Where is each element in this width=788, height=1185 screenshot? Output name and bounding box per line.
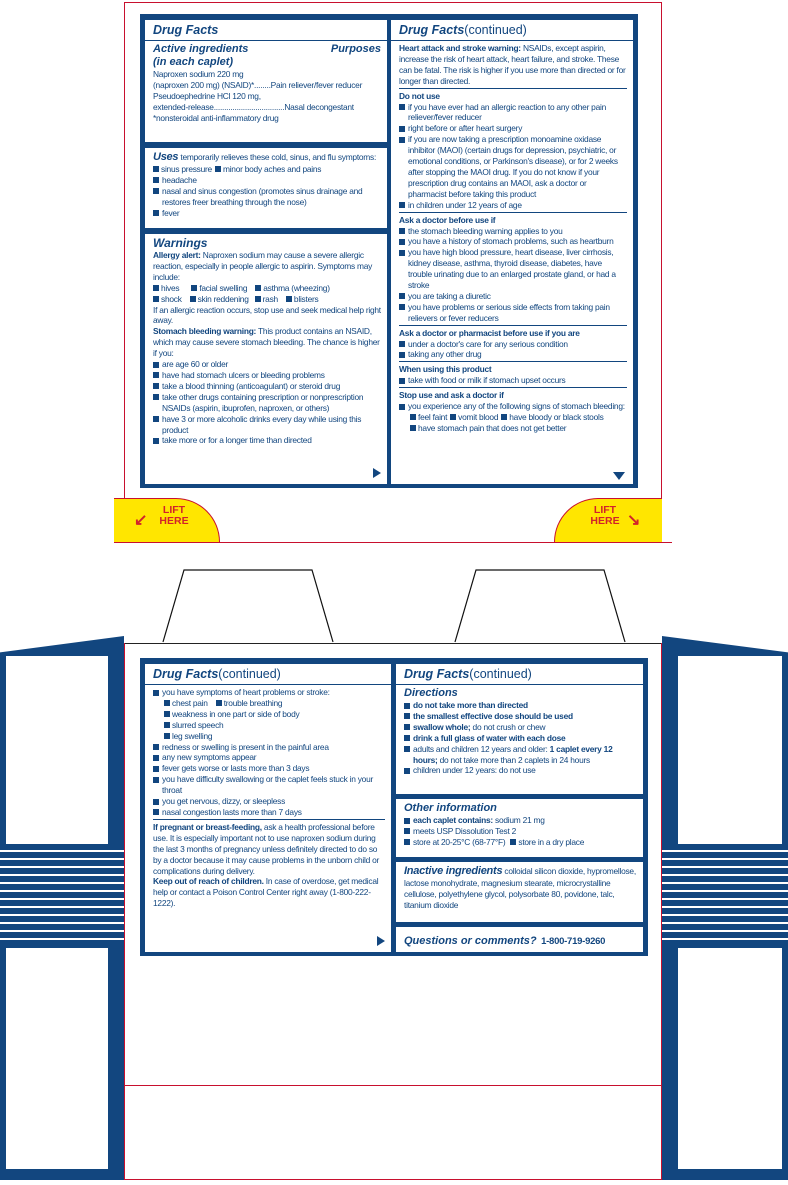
stop-use-item: you get nervous, dizzy, or sleepless bbox=[153, 796, 385, 807]
arrow-down-left-icon: ↙ bbox=[134, 512, 148, 529]
ask-doctor-item: the stomach bleeding warning applies to you bbox=[399, 226, 627, 237]
stop-use-heading: Stop use and ask a doctor if bbox=[399, 390, 504, 401]
other-information-heading: Other information bbox=[404, 802, 497, 814]
ask-doctor-item: you have problems or serious side effects from taking pain relievers or fever reducers bbox=[399, 302, 627, 324]
heart-symptom-row: weakness in one part or side of body bbox=[153, 709, 385, 720]
when-using-heading: When using this product bbox=[399, 364, 492, 375]
bottom-edge-line bbox=[124, 1179, 662, 1180]
ask-doctor-item: you have high blood pressure, heart disease, liver cirrhosis, kidney disease, asthma, thyroid disease, diabetes, have trouble urinating due to an enlarged prostate gland, or had a stroke bbox=[399, 247, 627, 291]
stomach-bleeding-text: This product contains an NSAID, which may cause severe stomach bleeding. The chance is higher if you: bbox=[153, 326, 380, 359]
right-flap-stripe-band bbox=[662, 844, 788, 948]
bleeding-risk-item: take more or for a longer time than directed bbox=[153, 435, 381, 446]
questions-label: Questions or comments? bbox=[404, 935, 537, 947]
lift-label-left: LIFT HERE bbox=[159, 504, 189, 527]
uses-heading: Uses bbox=[153, 151, 179, 163]
stop-use-item: any new symptoms appear bbox=[153, 752, 385, 763]
ask-doctor-heading: Ask a doctor before use if bbox=[399, 214, 496, 225]
bleeding-risk-item: are age 60 or older bbox=[153, 359, 381, 370]
inactive-ingredients-text: colloidal silicon dioxide, hypromellose, lactose monohydrate, magnesium stearate, microcrystalline cellulose, polyethylene glycol, polysorbate 80, povidone, talc, titanium dioxide bbox=[404, 866, 636, 910]
pregnancy-label: If pregnant or breast-feeding, bbox=[153, 821, 262, 832]
allergy-alert-text: Naproxen sodium may cause a severe allergic reaction, especially in people allergic to aspirin. Symptoms may include: bbox=[153, 250, 373, 282]
bleeding-risk-item: take a blood thinning (anticoagulant) or steroid drug bbox=[153, 381, 381, 392]
do-not-use-item: in children under 12 years of age bbox=[399, 200, 627, 211]
stomach-bleeding-label: Stomach bleeding warning: bbox=[153, 326, 257, 337]
nsaid-footnote: *nonsteroidal anti-inflammatory drug bbox=[153, 112, 279, 123]
when-using-item: take with food or milk if stomach upset occurs bbox=[399, 375, 627, 386]
arrow-down-right-icon: ↘ bbox=[627, 512, 641, 529]
drug-facts-continued-title: Drug Facts(continued) bbox=[153, 667, 281, 681]
inactive-ingredients-box bbox=[396, 862, 643, 922]
drug-facts-continued-title: Drug Facts(continued) bbox=[404, 667, 532, 681]
drug-facts-continued-title: Drug Facts(continued) bbox=[399, 23, 527, 37]
directions-item: the smallest effective dose should be used bbox=[404, 711, 637, 722]
ask-pharmacist-item: taking any other drug bbox=[399, 349, 627, 360]
ingredient-2-line-a: Pseudoephedrine HCl 120 mg, bbox=[153, 90, 261, 101]
ingredient-1-line-a: Naproxen sodium 220 mg bbox=[153, 69, 244, 79]
bottom-fold-line bbox=[124, 1085, 662, 1086]
stop-use-item: redness or swelling is present in the painful area bbox=[153, 742, 385, 753]
do-not-use-heading: Do not use bbox=[399, 90, 440, 101]
directions-item: children under 12 years: do not use bbox=[404, 765, 637, 776]
ask-doctor-item: you have a history of stomach problems, such as heartburn bbox=[399, 236, 627, 247]
active-ingredients-heading: Active ingredients bbox=[153, 43, 249, 55]
ask-pharmacist-item: under a doctor's care for any serious condition bbox=[399, 339, 627, 350]
keep-out-text: In case of overdose, get medical help or contact a Poison Control Center right away (1-800-222-1222). bbox=[153, 876, 379, 909]
other-info-item: store at 20-25°C (68-77°F) store in a dry place bbox=[404, 837, 637, 848]
stop-use-signs-row-2: have stomach pain that does not get better bbox=[399, 423, 627, 434]
top-right-fold-line bbox=[661, 2, 662, 542]
bleeding-risk-item: take other drugs containing prescription or nonprescription NSAIDs (aspirin, ibuprofen, naproxen, or others) bbox=[153, 392, 381, 414]
heart-symptom-row: leg swelling bbox=[153, 731, 385, 742]
heart-symptom-row: chest pain trouble breathing bbox=[153, 698, 385, 709]
bottom-panel-top-line bbox=[124, 643, 662, 644]
ask-pharmacist-heading: Ask a doctor or pharmacist before use if you are bbox=[399, 327, 580, 338]
lift-here-tab-left[interactable] bbox=[114, 498, 220, 542]
allergy-after-text: If an allergic reaction occurs, stop use and seek medical help right away. bbox=[153, 304, 381, 326]
bottom-right-fold-line bbox=[661, 643, 662, 1180]
symptom-row-2: shock skin reddening rash blisters bbox=[153, 294, 381, 305]
heart-attack-label: Heart attack and stroke warning: bbox=[399, 43, 521, 53]
ingredient-2-line-b: extended-release .................................. Nasal decongestant bbox=[153, 101, 354, 112]
other-information-box bbox=[396, 799, 643, 857]
heart-symptom-row: slurred speech bbox=[153, 720, 385, 731]
pregnancy-text: ask a health professional before use. It is especially important not to use naproxen sodium during the last 3 months of pregnancy unless definitely directed to do so by a doctor because it may cause problems in the unborn child or complications during delivery. bbox=[153, 821, 380, 876]
keep-out-label: Keep out of reach of children. bbox=[153, 876, 264, 887]
uses-text: temporarily relieves these cold, sinus, and flu symptoms: bbox=[180, 152, 377, 162]
drug-facts-title: Drug Facts bbox=[153, 23, 219, 37]
questions-phone[interactable]: 1-800-719-9260 bbox=[541, 936, 606, 947]
continue-arrow-icon bbox=[373, 468, 381, 478]
stop-use-item: fever gets worse or lasts more than 3 days bbox=[153, 763, 385, 774]
warnings-continued-box bbox=[391, 20, 633, 484]
dust-flap-outlines bbox=[0, 560, 788, 650]
left-side-flap bbox=[0, 636, 124, 1180]
top-edge-line bbox=[124, 2, 662, 3]
continue-down-arrow-icon bbox=[613, 472, 625, 480]
continue-arrow-icon bbox=[377, 936, 385, 946]
ingredient-1-line-b: (naproxen 200 mg) (NSAID)* ........ Pain reliever/fever reducer bbox=[153, 79, 363, 90]
directions-item: do not take more than directed bbox=[404, 700, 637, 711]
lift-here-tab-right[interactable] bbox=[554, 498, 662, 542]
bleeding-risk-item: have 3 or more alcoholic drinks every day while using this product bbox=[153, 414, 381, 436]
ask-doctor-item: you are taking a diuretic bbox=[399, 291, 627, 302]
symptom-row-1: hives facial swelling asthma (wheezing) bbox=[153, 283, 381, 294]
active-ingredients-box bbox=[145, 20, 387, 142]
directions-box bbox=[396, 664, 643, 794]
other-info-item: each caplet contains: sodium 21 mg bbox=[404, 815, 637, 826]
uses-item: fever bbox=[153, 208, 381, 219]
stop-use-continued-box bbox=[145, 664, 391, 952]
uses-row-1: sinus pressure minor body aches and pains bbox=[153, 164, 381, 175]
questions-box bbox=[396, 927, 643, 952]
uses-item: headache bbox=[153, 175, 381, 186]
bottom-left-fold-line bbox=[124, 643, 125, 1180]
uses-box bbox=[145, 148, 387, 228]
directions-heading: Directions bbox=[404, 687, 458, 699]
stop-use-item: you have symptoms of heart problems or stroke: bbox=[153, 687, 385, 698]
active-ingredients-sub: (in each caplet) bbox=[153, 56, 234, 68]
allergy-alert-label: Allergy alert: bbox=[153, 250, 201, 260]
heart-attack-text: NSAIDs, except aspirin, increase the risk of heart attack, heart failure, and stroke. These can be fatal. The risk is higher if you use more than directed or for longer than directed. bbox=[399, 43, 626, 86]
directions-item: drink a full glass of water with each dose bbox=[404, 733, 637, 744]
lift-label-right: LIFT HERE bbox=[590, 504, 620, 527]
purposes-heading: Purposes bbox=[330, 43, 381, 55]
bleeding-risk-item: have had stomach ulcers or bleeding problems bbox=[153, 370, 381, 381]
stop-use-item: you experience any of the following signs of stomach bleeding: bbox=[399, 401, 627, 412]
inactive-ingredients-heading: Inactive ingredients bbox=[404, 865, 503, 877]
other-info-item: meets USP Dissolution Test 2 bbox=[404, 826, 637, 837]
top-bottom-fold-line bbox=[114, 542, 672, 543]
do-not-use-item: if you are now taking a prescription monoamine oxidase inhibitor (MAOI) (certain drugs for depression, psychiatric, or emotional conditions, or Parkinson's disease), or for 2 weeks after stopping the MAOI drug. If you do not know if your prescription drug contains an MAOI, ask a doctor or pharmacist before taking this product bbox=[399, 134, 627, 199]
uses-item: nasal and sinus congestion (promotes sinus drainage and restores freer breathing through the nose) bbox=[153, 186, 381, 208]
do-not-use-item: right before or after heart surgery bbox=[399, 123, 627, 134]
stop-use-signs-row: feel faint vomit blood have bloody or black stools bbox=[399, 412, 627, 423]
directions-item: swallow whole; do not crush or chew bbox=[404, 722, 637, 733]
left-flap-stripe-band bbox=[0, 844, 124, 948]
stop-use-item: you have difficulty swallowing or the caplet feels stuck in your throat bbox=[153, 774, 385, 796]
do-not-use-item: if you have ever had an allergic reaction to any other pain reliever/fever reducer bbox=[399, 102, 627, 124]
warnings-box bbox=[145, 234, 387, 484]
right-side-flap bbox=[662, 636, 788, 1180]
stop-use-item: nasal congestion lasts more than 7 days bbox=[153, 807, 385, 818]
directions-item: adults and children 12 years and older: 1 caplet every 12 hours; do not take more than 2 caplets in 24 hours bbox=[404, 744, 637, 766]
warnings-heading: Warnings bbox=[153, 236, 208, 250]
top-left-fold-line bbox=[124, 2, 125, 542]
